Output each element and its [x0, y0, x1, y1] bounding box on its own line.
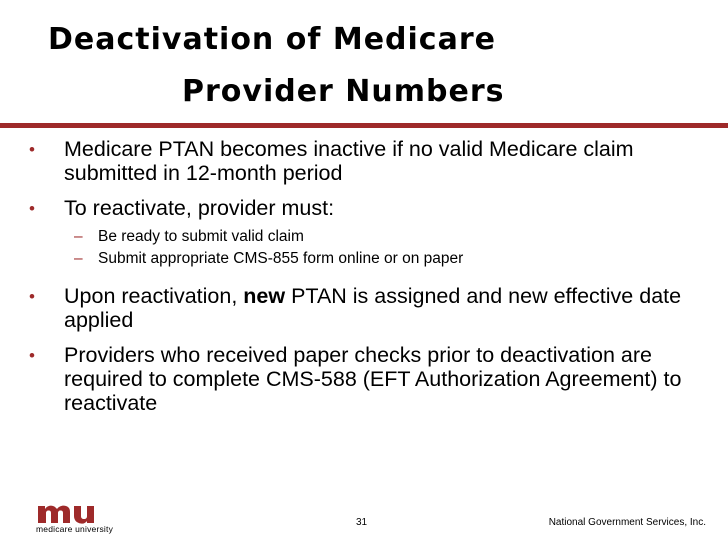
bullet-text: Providers who received paper checks prior to deactivation are required to complete CMS-588 (EFT Authorization Agreement) to reactivate — [64, 343, 682, 415]
slide-title — [48, 14, 708, 118]
title-line-2: Provider Numbers — [182, 74, 505, 109]
title-divider — [0, 123, 728, 128]
bullet-dot-icon: • — [29, 287, 35, 306]
bullet-text-post: PTAN is assigned and new effective date applied — [64, 284, 682, 332]
bullet-dot-icon: • — [29, 346, 35, 365]
medicare-university-logo — [36, 498, 120, 536]
bullet-list — [26, 137, 706, 426]
sub-bullet-list — [64, 226, 706, 270]
logo-caption: medicare university — [36, 524, 114, 534]
organization-name: National Government Services, Inc. — [548, 517, 706, 528]
bullet-text-bold: new — [243, 284, 286, 308]
sub-bullet-text: Submit appropriate CMS-855 form online or on paper — [98, 250, 464, 267]
sub-bullet-item — [64, 248, 706, 270]
bullet-text: To reactivate, provider must: — [64, 196, 335, 220]
mu-logo-icon — [36, 498, 116, 524]
bullet-dot-icon: • — [29, 140, 35, 159]
bullet-item — [26, 284, 706, 332]
page-number: 31 — [356, 517, 368, 528]
sub-bullet-dash-icon: – — [74, 250, 83, 267]
title-line-1: Deactivation of Medicare — [48, 22, 496, 57]
sub-bullet-text: Be ready to submit valid claim — [98, 228, 304, 245]
bullet-item — [26, 343, 706, 415]
bullet-dot-icon: • — [29, 199, 35, 218]
bullet-text-pre: Upon reactivation, — [64, 284, 244, 308]
sub-bullet-dash-icon: – — [74, 228, 83, 245]
bullet-item — [26, 196, 706, 270]
sub-bullet-item — [64, 226, 706, 248]
bullet-text: Medicare PTAN becomes inactive if no valid Medicare claim submitted in 12-month period — [64, 137, 634, 185]
bullet-item — [26, 137, 706, 185]
